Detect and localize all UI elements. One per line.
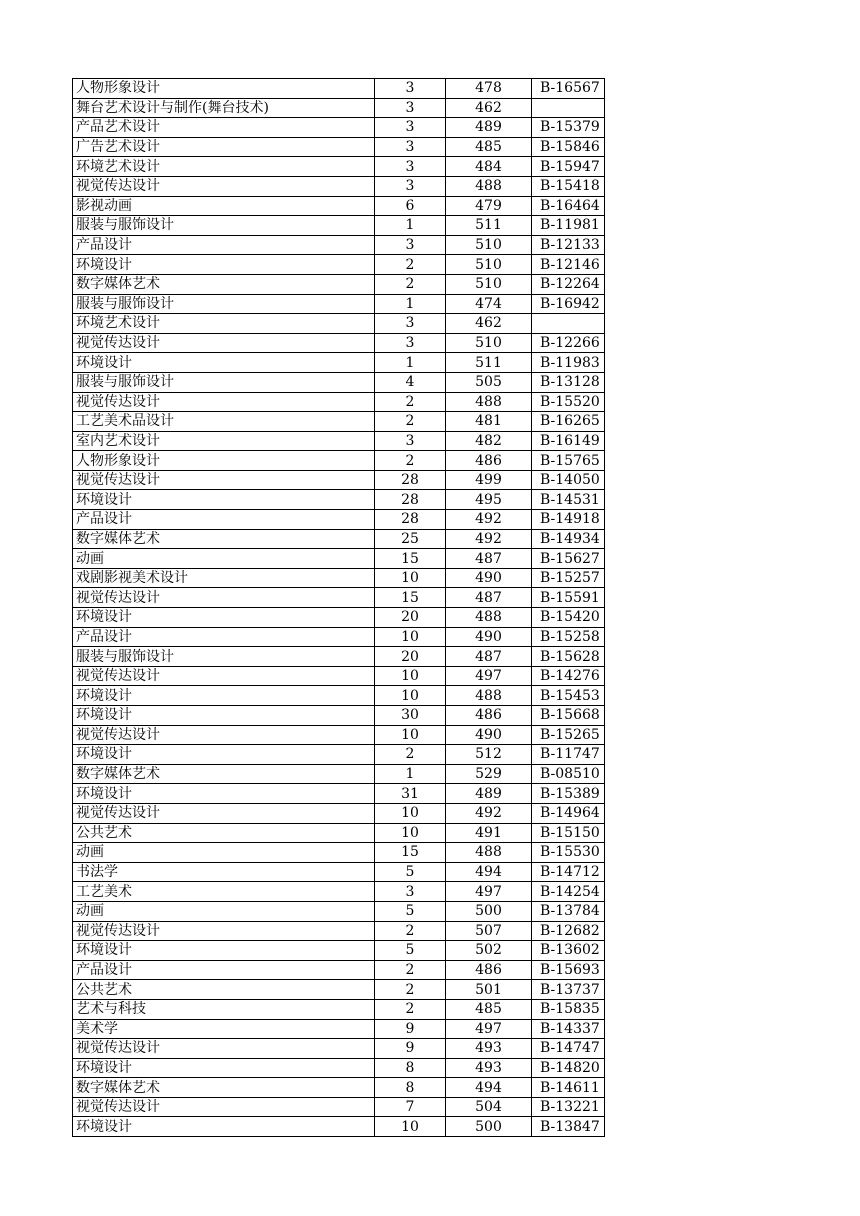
major-cell: 环境设计 <box>73 745 375 765</box>
score-cell: 489 <box>446 784 532 804</box>
table-row <box>73 862 605 882</box>
code-cell <box>532 98 605 118</box>
table-row <box>73 314 605 334</box>
major-cell: 环境设计 <box>73 941 375 961</box>
count-cell: 2 <box>375 980 446 1000</box>
count-cell: 4 <box>375 372 446 392</box>
count-cell: 3 <box>375 882 446 902</box>
count-cell: 3 <box>375 431 446 451</box>
count-cell: 3 <box>375 157 446 177</box>
table-row <box>73 98 605 118</box>
table-row <box>73 412 605 432</box>
score-cell: 486 <box>446 451 532 471</box>
table-row <box>73 431 605 451</box>
code-cell: B-15627 <box>532 549 605 569</box>
major-cell: 产品设计 <box>73 960 375 980</box>
code-cell: B-14712 <box>532 862 605 882</box>
major-cell: 戏剧影视美术设计 <box>73 568 375 588</box>
score-cell: 485 <box>446 137 532 157</box>
count-cell: 5 <box>375 862 446 882</box>
code-cell: B-15693 <box>532 960 605 980</box>
major-cell: 公共艺术 <box>73 823 375 843</box>
count-cell: 9 <box>375 1039 446 1059</box>
count-cell: 2 <box>375 451 446 471</box>
score-cell: 479 <box>446 196 532 216</box>
count-cell: 1 <box>375 353 446 373</box>
major-cell: 书法学 <box>73 862 375 882</box>
count-cell: 2 <box>375 745 446 765</box>
table-row <box>73 901 605 921</box>
score-cell: 500 <box>446 901 532 921</box>
table-row <box>73 843 605 863</box>
code-cell: B-11983 <box>532 353 605 373</box>
count-cell: 3 <box>375 118 446 138</box>
score-cell: 502 <box>446 941 532 961</box>
count-cell: 15 <box>375 843 446 863</box>
major-cell: 数字媒体艺术 <box>73 529 375 549</box>
code-cell: B-14254 <box>532 882 605 902</box>
code-cell: B-15379 <box>532 118 605 138</box>
code-cell: B-15418 <box>532 176 605 196</box>
code-cell: B-15846 <box>532 137 605 157</box>
table-row <box>73 333 605 353</box>
code-cell: B-15591 <box>532 588 605 608</box>
code-cell <box>532 314 605 334</box>
table-row <box>73 157 605 177</box>
code-cell: B-11981 <box>532 216 605 236</box>
code-cell: B-14050 <box>532 470 605 490</box>
major-cell: 视觉传达设计 <box>73 588 375 608</box>
code-cell: B-15420 <box>532 608 605 628</box>
code-cell: B-14934 <box>532 529 605 549</box>
table-row <box>73 510 605 530</box>
count-cell: 3 <box>375 333 446 353</box>
count-cell: 10 <box>375 803 446 823</box>
major-cell: 环境设计 <box>73 255 375 275</box>
table-row <box>73 627 605 647</box>
score-cell: 492 <box>446 529 532 549</box>
count-cell: 1 <box>375 294 446 314</box>
table-row <box>73 921 605 941</box>
count-cell: 3 <box>375 98 446 118</box>
count-cell: 10 <box>375 823 446 843</box>
score-cell: 490 <box>446 568 532 588</box>
major-cell: 环境艺术设计 <box>73 157 375 177</box>
major-cell: 服装与服饰设计 <box>73 647 375 667</box>
code-cell: B-15150 <box>532 823 605 843</box>
table-row <box>73 568 605 588</box>
major-cell: 环境设计 <box>73 608 375 628</box>
table-row <box>73 803 605 823</box>
major-cell: 广告艺术设计 <box>73 137 375 157</box>
table-row <box>73 666 605 686</box>
table-row <box>73 1117 605 1137</box>
count-cell: 20 <box>375 608 446 628</box>
code-cell: B-15389 <box>532 784 605 804</box>
score-cell: 488 <box>446 176 532 196</box>
major-cell: 舞台艺术设计与制作(舞台技术) <box>73 98 375 118</box>
major-cell: 动画 <box>73 843 375 863</box>
major-cell: 环境设计 <box>73 490 375 510</box>
table-row <box>73 608 605 628</box>
count-cell: 2 <box>375 412 446 432</box>
major-cell: 动画 <box>73 549 375 569</box>
count-cell: 3 <box>375 79 446 99</box>
major-cell: 影视动画 <box>73 196 375 216</box>
code-cell: B-12133 <box>532 235 605 255</box>
table-row <box>73 706 605 726</box>
score-cell: 490 <box>446 627 532 647</box>
count-cell: 7 <box>375 1097 446 1117</box>
score-cell: 511 <box>446 353 532 373</box>
code-cell: B-13784 <box>532 901 605 921</box>
count-cell: 15 <box>375 588 446 608</box>
major-cell: 工艺美术品设计 <box>73 412 375 432</box>
score-cell: 510 <box>446 235 532 255</box>
count-cell: 10 <box>375 666 446 686</box>
score-cell: 482 <box>446 431 532 451</box>
score-cell: 481 <box>446 412 532 432</box>
score-cell: 512 <box>446 745 532 765</box>
table-row <box>73 392 605 412</box>
count-cell: 10 <box>375 725 446 745</box>
score-cell: 462 <box>446 314 532 334</box>
score-cell: 504 <box>446 1097 532 1117</box>
count-cell: 3 <box>375 314 446 334</box>
major-cell: 数字媒体艺术 <box>73 274 375 294</box>
count-cell: 28 <box>375 470 446 490</box>
count-cell: 1 <box>375 216 446 236</box>
table-row <box>73 216 605 236</box>
major-cell: 产品设计 <box>73 235 375 255</box>
count-cell: 25 <box>375 529 446 549</box>
table-row <box>73 1019 605 1039</box>
score-cell: 507 <box>446 921 532 941</box>
code-cell: B-14337 <box>532 1019 605 1039</box>
score-cell: 487 <box>446 549 532 569</box>
score-cell: 488 <box>446 843 532 863</box>
code-cell: B-12266 <box>532 333 605 353</box>
table-row <box>73 647 605 667</box>
major-cell: 公共艺术 <box>73 980 375 1000</box>
score-cell: 486 <box>446 706 532 726</box>
score-cell: 497 <box>446 882 532 902</box>
major-cell: 视觉传达设计 <box>73 921 375 941</box>
major-cell: 室内艺术设计 <box>73 431 375 451</box>
table-row <box>73 549 605 569</box>
major-cell: 数字媒体艺术 <box>73 764 375 784</box>
score-cell: 511 <box>446 216 532 236</box>
score-cell: 529 <box>446 764 532 784</box>
table-row <box>73 353 605 373</box>
code-cell: B-12146 <box>532 255 605 275</box>
major-cell: 视觉传达设计 <box>73 1097 375 1117</box>
code-cell: B-14918 <box>532 510 605 530</box>
table-row <box>73 980 605 1000</box>
major-cell: 动画 <box>73 901 375 921</box>
major-cell: 产品设计 <box>73 627 375 647</box>
table-row <box>73 1078 605 1098</box>
score-cell: 510 <box>446 333 532 353</box>
count-cell: 8 <box>375 1078 446 1098</box>
code-cell: B-16149 <box>532 431 605 451</box>
table-row <box>73 1039 605 1059</box>
score-cell: 487 <box>446 588 532 608</box>
code-cell: B-15765 <box>532 451 605 471</box>
code-cell: B-14611 <box>532 1078 605 1098</box>
major-cell: 环境艺术设计 <box>73 314 375 334</box>
code-cell: B-15520 <box>532 392 605 412</box>
count-cell: 10 <box>375 627 446 647</box>
code-cell: B-16265 <box>532 412 605 432</box>
count-cell: 2 <box>375 274 446 294</box>
code-cell: B-13737 <box>532 980 605 1000</box>
count-cell: 6 <box>375 196 446 216</box>
score-cell: 494 <box>446 862 532 882</box>
code-cell: B-08510 <box>532 764 605 784</box>
score-cell: 488 <box>446 608 532 628</box>
major-cell: 产品设计 <box>73 510 375 530</box>
table-row <box>73 882 605 902</box>
table-row <box>73 451 605 471</box>
table-row <box>73 529 605 549</box>
score-cell: 486 <box>446 960 532 980</box>
table-row <box>73 137 605 157</box>
score-cell: 510 <box>446 274 532 294</box>
major-cell: 环境设计 <box>73 784 375 804</box>
major-cell: 数字媒体艺术 <box>73 1078 375 1098</box>
table-row <box>73 999 605 1019</box>
score-cell: 484 <box>446 157 532 177</box>
table-row <box>73 176 605 196</box>
count-cell: 2 <box>375 999 446 1019</box>
count-cell: 31 <box>375 784 446 804</box>
count-cell: 3 <box>375 137 446 157</box>
table-row <box>73 784 605 804</box>
table-row <box>73 960 605 980</box>
major-cell: 人物形象设计 <box>73 79 375 99</box>
table-row <box>73 588 605 608</box>
code-cell: B-15258 <box>532 627 605 647</box>
score-cell: 490 <box>446 725 532 745</box>
score-cell: 497 <box>446 1019 532 1039</box>
table-row <box>73 686 605 706</box>
score-cell: 474 <box>446 294 532 314</box>
major-cell: 工艺美术 <box>73 882 375 902</box>
code-cell: B-14820 <box>532 1058 605 1078</box>
code-cell: B-15628 <box>532 647 605 667</box>
score-cell: 487 <box>446 647 532 667</box>
table-row <box>73 1097 605 1117</box>
table-row <box>73 255 605 275</box>
score-cell: 492 <box>446 510 532 530</box>
score-cell: 494 <box>446 1078 532 1098</box>
code-cell: B-14747 <box>532 1039 605 1059</box>
table-row <box>73 725 605 745</box>
major-cell: 环境设计 <box>73 706 375 726</box>
major-cell: 视觉传达设计 <box>73 725 375 745</box>
major-cell: 环境设计 <box>73 1058 375 1078</box>
major-cell: 视觉传达设计 <box>73 392 375 412</box>
table-row <box>73 490 605 510</box>
code-cell: B-15265 <box>532 725 605 745</box>
count-cell: 15 <box>375 549 446 569</box>
major-cell: 服装与服饰设计 <box>73 372 375 392</box>
score-cell: 485 <box>446 999 532 1019</box>
table-row <box>73 941 605 961</box>
major-cell: 视觉传达设计 <box>73 176 375 196</box>
table-row <box>73 196 605 216</box>
score-cell: 500 <box>446 1117 532 1137</box>
code-cell: B-16567 <box>532 79 605 99</box>
major-cell: 产品艺术设计 <box>73 118 375 138</box>
count-cell: 5 <box>375 941 446 961</box>
code-cell: B-13128 <box>532 372 605 392</box>
table-row <box>73 235 605 255</box>
code-cell: B-14276 <box>532 666 605 686</box>
count-cell: 5 <box>375 901 446 921</box>
score-cell: 495 <box>446 490 532 510</box>
code-cell: B-13221 <box>532 1097 605 1117</box>
code-cell: B-14531 <box>532 490 605 510</box>
admission-table <box>72 78 605 1137</box>
table-row <box>73 118 605 138</box>
score-cell: 501 <box>446 980 532 1000</box>
code-cell: B-15947 <box>532 157 605 177</box>
major-cell: 视觉传达设计 <box>73 470 375 490</box>
count-cell: 2 <box>375 921 446 941</box>
score-cell: 505 <box>446 372 532 392</box>
table-row <box>73 274 605 294</box>
code-cell: B-12264 <box>532 274 605 294</box>
code-cell: B-15453 <box>532 686 605 706</box>
major-cell: 环境设计 <box>73 1117 375 1137</box>
major-cell: 艺术与科技 <box>73 999 375 1019</box>
count-cell: 8 <box>375 1058 446 1078</box>
count-cell: 2 <box>375 255 446 275</box>
count-cell: 20 <box>375 647 446 667</box>
score-cell: 493 <box>446 1058 532 1078</box>
score-cell: 478 <box>446 79 532 99</box>
score-cell: 462 <box>446 98 532 118</box>
score-cell: 493 <box>446 1039 532 1059</box>
table-body <box>73 79 605 1137</box>
score-cell: 499 <box>446 470 532 490</box>
code-cell: B-15668 <box>532 706 605 726</box>
code-cell: B-13602 <box>532 941 605 961</box>
count-cell: 30 <box>375 706 446 726</box>
major-cell: 美术学 <box>73 1019 375 1039</box>
score-cell: 491 <box>446 823 532 843</box>
table-row <box>73 823 605 843</box>
count-cell: 2 <box>375 960 446 980</box>
code-cell: B-11747 <box>532 745 605 765</box>
count-cell: 3 <box>375 235 446 255</box>
code-cell: B-16464 <box>532 196 605 216</box>
count-cell: 28 <box>375 490 446 510</box>
score-cell: 488 <box>446 392 532 412</box>
score-cell: 510 <box>446 255 532 275</box>
major-cell: 环境设计 <box>73 353 375 373</box>
count-cell: 10 <box>375 568 446 588</box>
table-row <box>73 745 605 765</box>
count-cell: 28 <box>375 510 446 530</box>
score-cell: 492 <box>446 803 532 823</box>
count-cell: 3 <box>375 176 446 196</box>
major-cell: 视觉传达设计 <box>73 333 375 353</box>
major-cell: 视觉传达设计 <box>73 803 375 823</box>
major-cell: 视觉传达设计 <box>73 1039 375 1059</box>
count-cell: 10 <box>375 1117 446 1137</box>
code-cell: B-14964 <box>532 803 605 823</box>
count-cell: 1 <box>375 764 446 784</box>
table-row <box>73 764 605 784</box>
code-cell: B-15835 <box>532 999 605 1019</box>
code-cell: B-13847 <box>532 1117 605 1137</box>
major-cell: 服装与服饰设计 <box>73 294 375 314</box>
count-cell: 9 <box>375 1019 446 1039</box>
table-row <box>73 470 605 490</box>
table-row <box>73 294 605 314</box>
score-cell: 497 <box>446 666 532 686</box>
major-cell: 人物形象设计 <box>73 451 375 471</box>
major-cell: 环境设计 <box>73 686 375 706</box>
count-cell: 10 <box>375 686 446 706</box>
score-cell: 489 <box>446 118 532 138</box>
table-row <box>73 1058 605 1078</box>
code-cell: B-15257 <box>532 568 605 588</box>
table-row <box>73 372 605 392</box>
code-cell: B-12682 <box>532 921 605 941</box>
table-row <box>73 79 605 99</box>
score-cell: 488 <box>446 686 532 706</box>
major-cell: 服装与服饰设计 <box>73 216 375 236</box>
code-cell: B-16942 <box>532 294 605 314</box>
code-cell: B-15530 <box>532 843 605 863</box>
count-cell: 2 <box>375 392 446 412</box>
major-cell: 视觉传达设计 <box>73 666 375 686</box>
